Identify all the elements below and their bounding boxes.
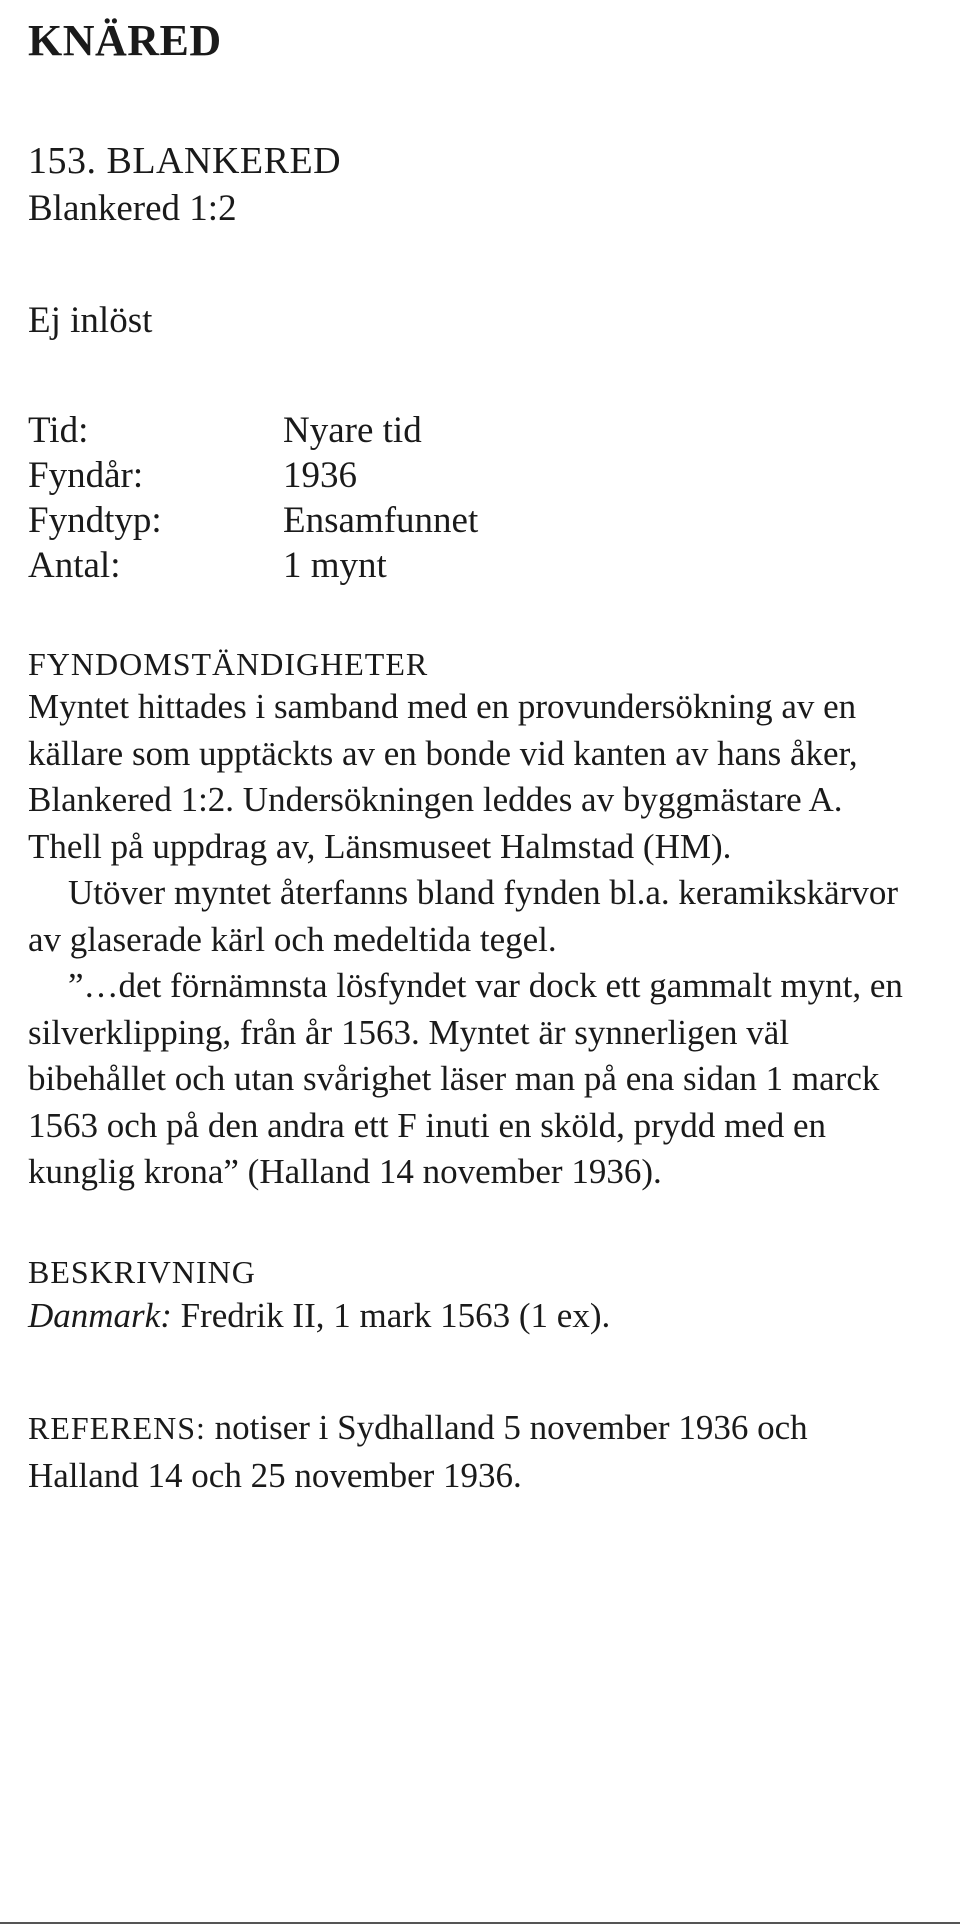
fact-value: 1936 bbox=[283, 455, 357, 496]
fact-label: Antal: bbox=[28, 545, 121, 586]
property-designation: Blankered 1:2 bbox=[28, 188, 237, 229]
parish-title: KNÄRED bbox=[28, 16, 222, 65]
fact-row-find-type bbox=[28, 498, 920, 543]
fact-label: Fyndår: bbox=[28, 455, 144, 496]
fact-label: Tid: bbox=[28, 410, 89, 451]
description-section bbox=[28, 1252, 920, 1340]
fact-value: Nyare tid bbox=[283, 410, 422, 451]
description-line bbox=[28, 1292, 920, 1340]
paragraph: Utöver myntet återfanns bland fynden bl.a. keramikskärvor av glaserade kärl och medeltida tegel. bbox=[28, 873, 899, 959]
fact-value: Ensamfunnet bbox=[283, 500, 479, 541]
fact-label: Fyndtyp: bbox=[28, 500, 162, 541]
bottom-divider bbox=[0, 1922, 960, 1924]
redemption-status: Ej inlöst bbox=[28, 300, 153, 341]
reference-section bbox=[28, 1404, 920, 1500]
section-title: FYNDOMSTÄNDIGHETER bbox=[28, 646, 429, 682]
fact-row-find-year bbox=[28, 453, 920, 498]
facts-table bbox=[28, 408, 920, 588]
reference-text: notiser i Sydhalland 5 november 1936 och Halland 14 och 25 november 1936. bbox=[28, 1407, 808, 1495]
fact-row-period bbox=[28, 408, 920, 453]
fact-value: 1 mynt bbox=[283, 545, 387, 586]
fact-row-count bbox=[28, 543, 920, 588]
entry-heading: 153. BLANKERED bbox=[28, 140, 342, 182]
circumstances-section bbox=[28, 644, 920, 1196]
section-title: BESKRIVNING bbox=[28, 1253, 256, 1290]
description-text: Fredrik II, 1 mark 1563 (1 ex). bbox=[180, 1295, 611, 1335]
country-label: Danmark: bbox=[28, 1295, 172, 1335]
paragraph: Myntet hittades i samband med en provundersökning av en källare som upptäckts av en bonde vid kanten av hans åker, Blankered 1:2. Undersökningen leddes av byggmästare A. Thell på uppdrag av, Länsmuseet Halmstad (HM). bbox=[28, 687, 858, 866]
reference-label: REFERENS: bbox=[28, 1409, 206, 1446]
quote-paragraph: ”…det förnämnsta lösfyndet var dock ett gammalt mynt, en silverklipping, från år 1563. Myntet är synnerligen väl bibehållet och utan svårighet läser man på ena sidan 1 marck 1563 och på den andra ett F inuti en sköld, prydd med en kunglig krona” (Halland 14 november 1936). bbox=[28, 966, 903, 1191]
